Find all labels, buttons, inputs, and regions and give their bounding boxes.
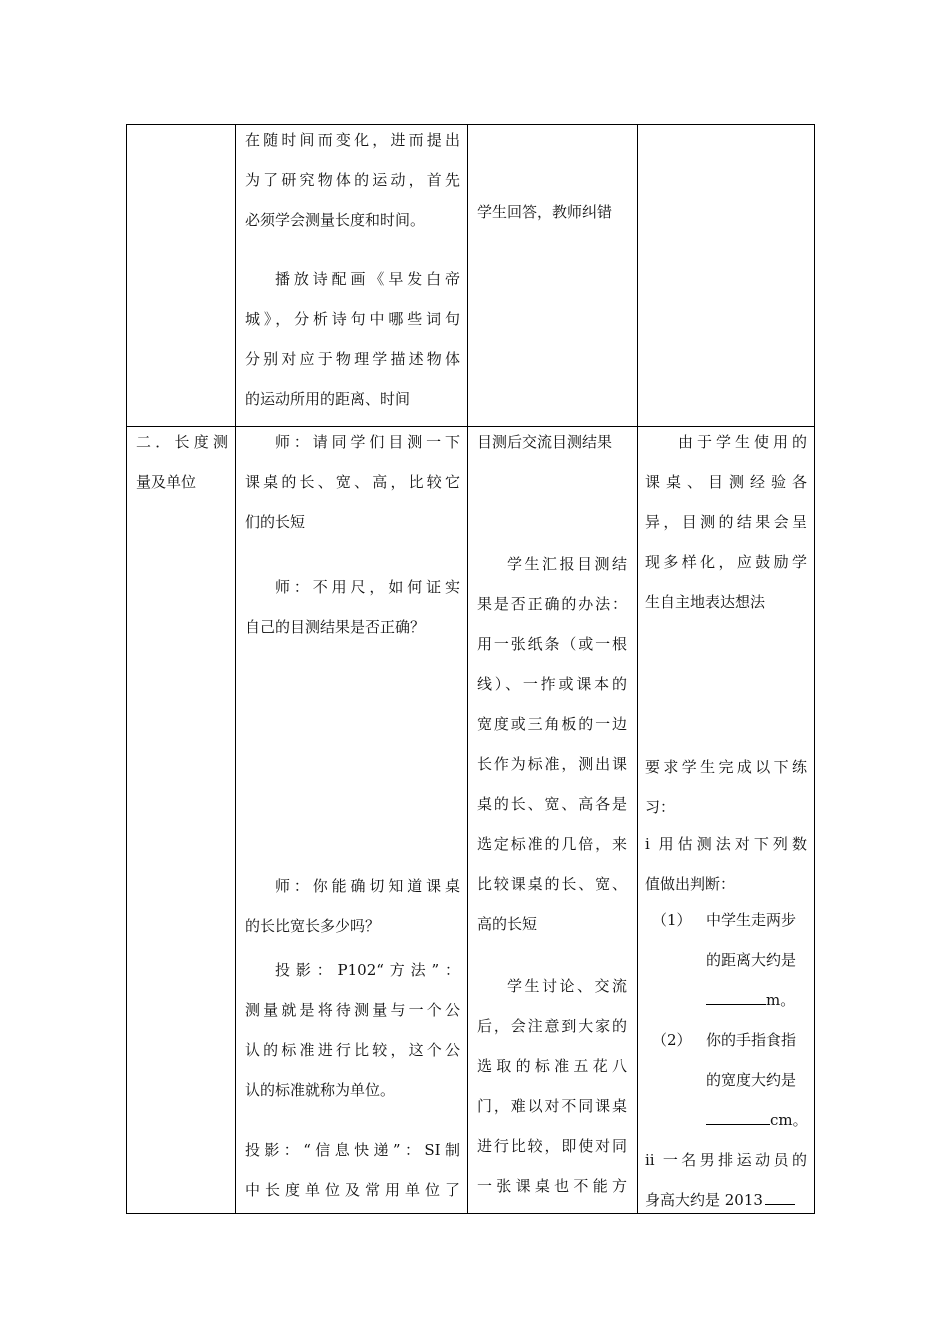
text-line: 宽度或三角板的一边: [477, 715, 627, 733]
row1-student: [477, 192, 612, 232]
row2-notes-exercise-1: [645, 824, 807, 904]
text-line: 要求学生完成以下练: [645, 758, 807, 776]
text-line: 选取的标准五花八: [477, 1057, 627, 1075]
text-line: 进行比较，即使对同: [477, 1137, 627, 1155]
column-divider: [235, 125, 236, 1213]
text-line: 你的手指食指: [706, 1031, 797, 1049]
text-line: 学生回答，教师纠错: [477, 203, 613, 221]
row2-notes-exercise-2: [645, 1140, 807, 1220]
text-line: 测量就是将待测量与一个公: [245, 1001, 460, 1019]
text-line: 师：请同学们目测一下: [275, 433, 460, 451]
row2-teacher-p2: [245, 567, 460, 647]
row2-teacher-p4: [245, 950, 460, 1110]
row1-teacher-p2: [245, 259, 460, 419]
text-line: 比较课桌的长、宽、: [477, 875, 627, 893]
text-line: 生自主地表达想法: [645, 593, 766, 611]
text-line: 师：不用尺，如何证实: [275, 578, 460, 596]
text-line: 后，会注意到大家的: [477, 1017, 627, 1035]
text-line: 高的长短: [477, 915, 538, 933]
answer-blank[interactable]: [765, 1190, 795, 1205]
text-line: 们的长短: [245, 513, 306, 531]
text-line: 学生讨论、交流: [507, 977, 627, 995]
unit-label: cm。: [770, 1111, 808, 1129]
text-line: 认的标准就称为单位。: [245, 1081, 396, 1099]
unit-label: m。: [766, 991, 796, 1009]
text-line: 的距离大约是: [706, 951, 797, 969]
text-line: 自己的目测结果是否正确？: [245, 618, 426, 636]
text-line: 课桌、目测经验各: [645, 473, 807, 491]
text-line: 播放诗配画《早发白帝: [275, 270, 460, 288]
column-divider: [637, 125, 638, 1213]
text-line: 桌的长、宽、高各是: [477, 795, 627, 813]
text-line: 投影：“信息快递”：SI制: [245, 1141, 460, 1159]
row2-teacher-p1: [245, 422, 460, 542]
text-line: 中学生走两步: [706, 911, 797, 929]
text-line: 二．长度测: [136, 433, 228, 451]
column-divider: [467, 125, 468, 1213]
text-line: 值做出判断：: [645, 875, 736, 893]
row2-student-p3: [477, 966, 627, 1206]
row2-student-p1: [477, 422, 612, 462]
text-line: 目测后交流目测结果: [477, 433, 613, 451]
text-line: 果是否正确的办法：: [477, 595, 627, 613]
row2-notes-p2: [645, 747, 807, 827]
text-line: 门，难以对不同课桌: [477, 1097, 627, 1115]
text-line: 的宽度大约是: [706, 1071, 797, 1089]
text-line: 选定标准的几倍，来: [477, 835, 627, 853]
question-1: [652, 900, 796, 1020]
text-line: i 用估测法对下列数: [645, 835, 807, 853]
text-line: 师：你能确切知道课桌: [275, 877, 460, 895]
answer-blank[interactable]: [706, 990, 766, 1005]
text-line: 线）、一拃或课本的: [477, 675, 627, 693]
text-line: 学生汇报目测结: [507, 555, 627, 573]
text-line: 必须学会测量长度和时间。: [245, 211, 426, 229]
row2-student-p2: [477, 544, 627, 944]
question-number: （2）: [652, 1031, 692, 1049]
text-line: 现多样化，应鼓励学: [645, 553, 807, 571]
text-line: 认的标准进行比较，这个公: [245, 1041, 460, 1059]
text-line: 城》，分析诗句中哪些词句: [245, 310, 460, 328]
text-line: 的运动所用的距离、时间: [245, 390, 411, 408]
text-line: 用一张纸条（或一根: [477, 635, 627, 653]
text-line: 身高大约是 2013: [645, 1191, 763, 1209]
text-line: 中长度单位及常用单位了: [245, 1181, 460, 1199]
text-line: ii 一名男排运动员的: [645, 1151, 807, 1169]
text-line: 分别对应于物理学描述物体: [245, 350, 460, 368]
row2-stage: [136, 422, 228, 502]
text-line: 为了研究物体的运动，首先: [245, 171, 460, 189]
text-line: 习：: [645, 798, 676, 816]
text-line: 量及单位: [136, 473, 197, 491]
text-line: 一张课桌也不能方: [477, 1177, 627, 1195]
text-line: 长作为标准，测出课: [477, 755, 627, 773]
text-line: 异，目测的结果会呈: [645, 513, 807, 531]
question-number: （1）: [652, 911, 692, 929]
text-line: 在随时间而变化，进而提出: [245, 131, 460, 149]
row1-teacher-p1: [245, 120, 460, 240]
row2-teacher-p3: [245, 866, 460, 946]
text-line: 的长比宽长多少吗？: [245, 917, 381, 935]
row2-teacher-p5: [245, 1130, 460, 1210]
question-2: [652, 1020, 808, 1140]
text-line: 课桌的长、宽、高，比较它: [245, 473, 460, 491]
text-line: 投影：P102“方法”：: [275, 961, 460, 979]
row2-notes-p1: [645, 422, 807, 622]
text-line: 由于学生使用的: [678, 433, 807, 451]
answer-blank[interactable]: [706, 1110, 770, 1125]
